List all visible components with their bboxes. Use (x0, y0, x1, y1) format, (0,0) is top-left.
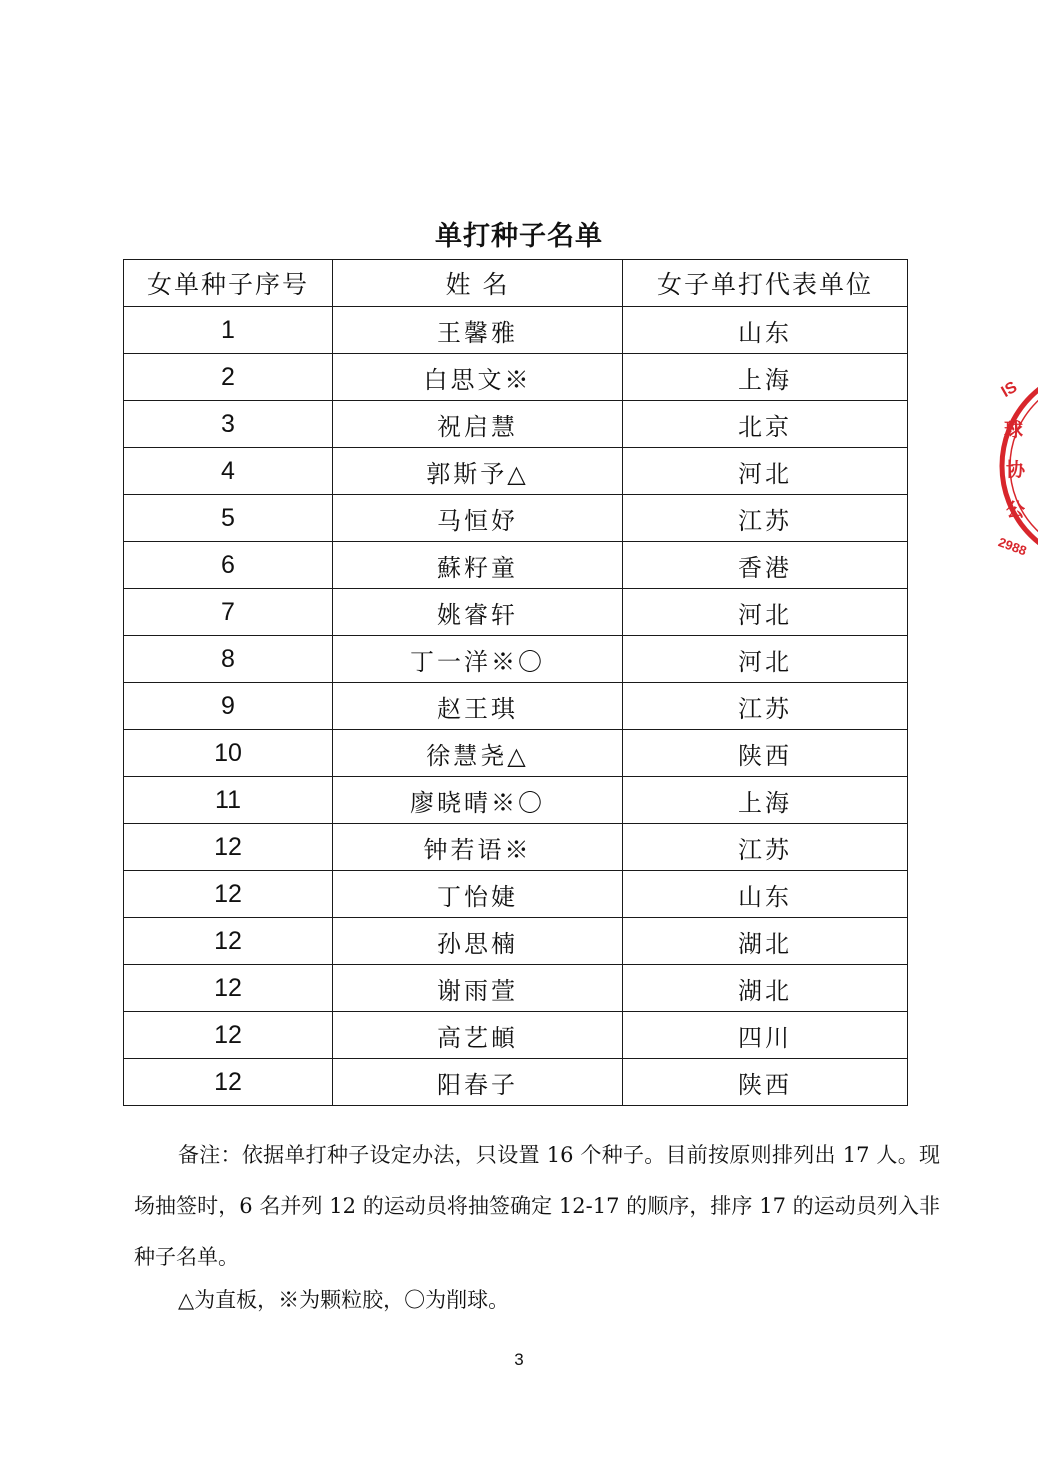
player-name-cell: 高艺頔 (333, 1012, 623, 1059)
table-row (124, 683, 908, 730)
seed-number-cell: 7 (124, 589, 333, 636)
svg-text:2988: 2988 (996, 534, 1029, 559)
seed-number-cell: 11 (124, 777, 333, 824)
table-row (124, 777, 908, 824)
unit-cell: 上海 (623, 777, 908, 824)
player-name-cell: 蘇籽童 (333, 542, 623, 589)
table-header-row (124, 260, 908, 307)
player-name-cell: 白思文※ (333, 354, 623, 401)
player-name-cell: 丁一洋※〇 (333, 636, 623, 683)
unit-cell: 香港 (623, 542, 908, 589)
unit-cell: 山东 (623, 871, 908, 918)
player-name-cell: 谢雨萱 (333, 965, 623, 1012)
seed-number-cell: 6 (124, 542, 333, 589)
player-name-cell: 钟若语※ (333, 824, 623, 871)
table-row (124, 589, 908, 636)
unit-cell: 四川 (623, 1012, 908, 1059)
seed-number-cell: 2 (124, 354, 333, 401)
symbol-legend: △为直板，※为颗粒胶，〇为削球。 (178, 1288, 510, 1312)
table-row (124, 448, 908, 495)
table-row (124, 636, 908, 683)
svg-text:IS: IS (998, 378, 1021, 401)
seal-icon (996, 364, 1038, 568)
seed-number-cell: 10 (124, 730, 333, 777)
unit-cell: 陕西 (623, 730, 908, 777)
player-name-cell: 马恒妤 (333, 495, 623, 542)
svg-text:球: 球 (1004, 419, 1024, 441)
header-unit: 女子单打代表单位 (623, 260, 908, 307)
seed-number-cell: 12 (124, 1012, 333, 1059)
table-row (124, 730, 908, 777)
table-row (124, 542, 908, 589)
table-row (124, 871, 908, 918)
seed-number-cell: 3 (124, 401, 333, 448)
svg-text:协: 协 (1006, 459, 1026, 481)
unit-cell: 上海 (623, 354, 908, 401)
unit-cell: 山东 (623, 307, 908, 354)
table-row (124, 918, 908, 965)
player-name-cell: 孙思楠 (333, 918, 623, 965)
seed-number-cell: 12 (124, 824, 333, 871)
player-name-cell: 廖晓晴※〇 (333, 777, 623, 824)
header-seed-number: 女单种子序号 (124, 260, 333, 307)
svg-text:公: 公 (1006, 499, 1026, 521)
table-row (124, 965, 908, 1012)
unit-cell: 河北 (623, 636, 908, 683)
seed-number-cell: 12 (124, 918, 333, 965)
seed-number-cell: 9 (124, 683, 333, 730)
page-number: 3 (514, 1350, 524, 1369)
player-name-cell: 赵王琪 (333, 683, 623, 730)
remarks-paragraph: 备注：依据单打种子设定办法，只设置 16 个种子。目前按原则排列出 17 人。现场抽签时，6 名并列 12 的运动员将抽签确定 12-17 的顺序，排序 17 的运动员列入非种子名单。 (134, 1143, 940, 1269)
table-row (124, 495, 908, 542)
player-name-cell: 姚睿轩 (333, 589, 623, 636)
official-seal-stamp (996, 364, 1038, 568)
seed-number-cell: 12 (124, 1059, 333, 1106)
unit-cell: 河北 (623, 448, 908, 495)
unit-cell: 湖北 (623, 965, 908, 1012)
table-row (124, 401, 908, 448)
seed-number-cell: 5 (124, 495, 333, 542)
player-name-cell: 祝启慧 (333, 401, 623, 448)
table-row (124, 354, 908, 401)
unit-cell: 北京 (623, 401, 908, 448)
unit-cell: 江苏 (623, 824, 908, 871)
player-name-cell: 王馨雅 (333, 307, 623, 354)
table-row (124, 1012, 908, 1059)
unit-cell: 湖北 (623, 918, 908, 965)
unit-cell: 江苏 (623, 683, 908, 730)
player-name-cell: 郭斯予△ (333, 448, 623, 495)
table-row (124, 1059, 908, 1106)
seed-number-cell: 12 (124, 965, 333, 1012)
seed-number-cell: 1 (124, 307, 333, 354)
player-name-cell: 徐慧尧△ (333, 730, 623, 777)
player-name-cell: 丁怡婕 (333, 871, 623, 918)
unit-cell: 江苏 (623, 495, 908, 542)
seed-list-table (123, 259, 908, 1106)
table-row (124, 307, 908, 354)
player-name-cell: 阳春子 (333, 1059, 623, 1106)
seed-number-cell: 12 (124, 871, 333, 918)
seed-number-cell: 4 (124, 448, 333, 495)
document-title: 单打种子名单 (435, 221, 603, 252)
unit-cell: 河北 (623, 589, 908, 636)
unit-cell: 陕西 (623, 1059, 908, 1106)
table-row (124, 824, 908, 871)
seed-number-cell: 8 (124, 636, 333, 683)
header-name: 姓 名 (333, 260, 623, 307)
